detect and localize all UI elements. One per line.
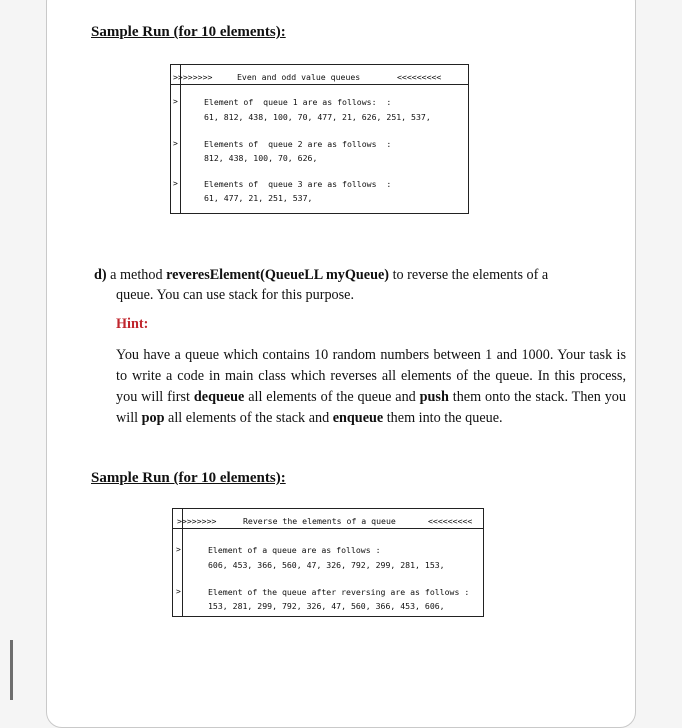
hint-paragraph <box>116 345 626 429</box>
console-prompt: > <box>176 545 181 554</box>
sample-run-heading-2: Sample Run (for 10 elements): <box>91 470 286 486</box>
queue2-label: Elements of queue 2 are as follows : <box>204 139 392 149</box>
queue-before-values: 606, 453, 366, 560, 47, 326, 792, 299, 281, 153, <box>208 560 445 570</box>
part-d-line-1 <box>94 265 634 286</box>
console-header-right: <<<<<<<<< <box>428 516 473 526</box>
sample-run-heading-1: Sample Run (for 10 elements): <box>91 24 286 40</box>
console-prompt: > <box>173 97 178 106</box>
part-d-text: a method <box>106 267 167 283</box>
console-output-even-odd <box>170 64 469 214</box>
queue3-label: Elements of queue 3 are as follows : <box>204 179 392 189</box>
queue3-values: 61, 477, 21, 251, 537, <box>204 193 313 203</box>
hint-text: them into the queue. <box>383 410 503 426</box>
queue1-label: Element of queue 1 are as follows: : <box>204 97 392 107</box>
console-gutter <box>180 65 181 213</box>
keyword-pop: pop <box>141 410 165 426</box>
hint-text: them onto the stack. Then you will <box>116 389 626 426</box>
console-header-title: Even and odd value queues <box>237 72 361 82</box>
console-prompt: > <box>176 587 181 596</box>
queue1-values: 61, 812, 438, 100, 70, 477, 21, 626, 251, 537, <box>204 112 431 122</box>
console-header-left: >>>>>>>> <box>173 72 213 82</box>
keyword-enqueue: enqueue <box>332 410 384 426</box>
console-output-reverse <box>172 508 484 617</box>
keyword-push: push <box>419 389 449 405</box>
method-signature: reveresElement(QueueLL myQueue) <box>166 267 390 283</box>
console-header-left: >>>>>>>> <box>177 516 217 526</box>
console-header-divider <box>171 84 468 85</box>
part-d-label: d) <box>94 267 107 283</box>
console-header-title: Reverse the elements of a queue <box>243 516 396 526</box>
console-header-right: <<<<<<<<< <box>397 72 442 82</box>
hint-text: all elements of the queue and <box>244 389 420 405</box>
part-d-text: to reverse the elements of a <box>389 267 549 283</box>
console-prompt: > <box>173 179 178 188</box>
hint-label: Hint: <box>116 316 149 332</box>
queue-before-label: Element of a queue are as follows : <box>208 545 381 555</box>
console-prompt: > <box>173 139 178 148</box>
queue-after-values: 153, 281, 299, 792, 326, 47, 560, 366, 453, 606, <box>208 601 445 611</box>
left-margin-bar <box>10 640 13 700</box>
hint-text: all elements of the stack and <box>164 410 333 426</box>
part-d-line-2: queue. You can use stack for this purpose. <box>116 287 354 303</box>
console-header-divider <box>173 528 483 529</box>
queue2-values: 812, 438, 100, 70, 626, <box>204 153 318 163</box>
keyword-dequeue: dequeue <box>193 389 245 405</box>
hint-text: You have a queue which contains 10 random numbers between 1 and 1000. Your task is to write a code in main class which reverses all elements of the queue. In this process, you will first <box>116 347 626 405</box>
queue-after-label: Element of the queue after reversing are as follows : <box>208 587 470 597</box>
